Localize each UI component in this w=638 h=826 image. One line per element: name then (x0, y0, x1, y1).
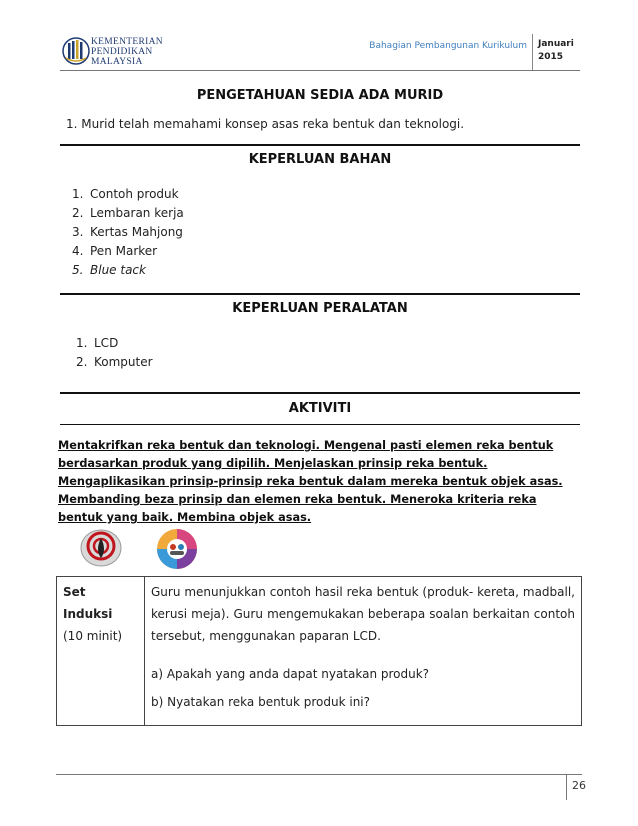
footer-divider (566, 774, 567, 800)
drop-target-icon (78, 528, 124, 572)
set-induction-duration: (10 minit) (63, 629, 123, 643)
list-item: 5. Blue tack (72, 263, 146, 277)
materials-list (72, 185, 184, 280)
list-item: 4. Pen Marker (72, 244, 158, 258)
list-item: 3. Kertas Mahjong (72, 225, 183, 239)
date-year: 2015 (538, 52, 564, 62)
equipment-title: KEPERLUAN PERALATAN (232, 301, 408, 316)
list-item: 2. Lembaran kerja (72, 206, 184, 220)
question-b: b) Nyatakan reka bentuk produk ini? (151, 695, 371, 709)
logo-line-3: MALAYSIA (91, 57, 143, 67)
section-bar (60, 424, 580, 425)
section-bar (60, 392, 580, 394)
materials-title: KEPERLUAN BAHAN (248, 152, 392, 167)
ministry-emblem-icon (62, 34, 90, 68)
colorful-people-icon (152, 526, 202, 572)
section-bar (60, 144, 580, 146)
header-rule (60, 70, 580, 71)
question-a: a) Apakah yang anda dapat nyatakan produk? (151, 667, 430, 681)
activity-description: Mentakrifkan reka bentuk dan teknologi. Mengenal pasti elemen reka bentuk berdasarkan produk yang dipilih. Menjelaskan prinsip reka bentuk. Mengaplikasikan prinsip-prinsip reka bentuk dalam mereka bentuk objek asas. Membanding beza prinsip dan elemen reka bentuk. Meneroka kriteria reka bentuk yang baik. Membina objek asas. (58, 439, 563, 524)
page-number: 26 (572, 779, 586, 792)
logo-line-2: PENDIDIKAN (91, 47, 153, 57)
date-month: Januari (538, 39, 574, 49)
footer-rule (56, 774, 582, 775)
prior-knowledge-item: 1. Murid telah memahami konsep asas reka bentuk dan teknologi. (66, 117, 465, 131)
header-divider (532, 34, 533, 70)
set-induction-text: Guru menunjukkan contoh hasil reka bentuk (produk- kereta, madball, kerusi meja). Guru mengemukakan beberapa soalan berkaitan contoh tersebut, menggunakan paparan LCD. (151, 585, 575, 643)
set-induction-label-cell (57, 577, 145, 726)
list-item: 1. Contoh produk (72, 187, 179, 201)
ministry-name (91, 37, 163, 67)
department-name: Bahagian Pembangunan Kurikulum (369, 41, 527, 51)
table-row (57, 577, 582, 726)
prior-knowledge-title: PENGETAHUAN SEDIA ADA MURID (196, 88, 444, 103)
list-item: 1. LCD (76, 336, 119, 350)
set-induction-label: Set Induksi (63, 585, 113, 621)
logo-line-1: KEMENTERIAN (91, 37, 163, 47)
section-bar (60, 293, 580, 295)
activity-title: AKTIVITI (288, 401, 352, 416)
set-induction-content-cell (145, 577, 582, 726)
set-induction-table (56, 576, 582, 726)
equipment-list (76, 334, 153, 372)
list-item: 2. Komputer (76, 355, 153, 369)
header-date (538, 38, 574, 64)
